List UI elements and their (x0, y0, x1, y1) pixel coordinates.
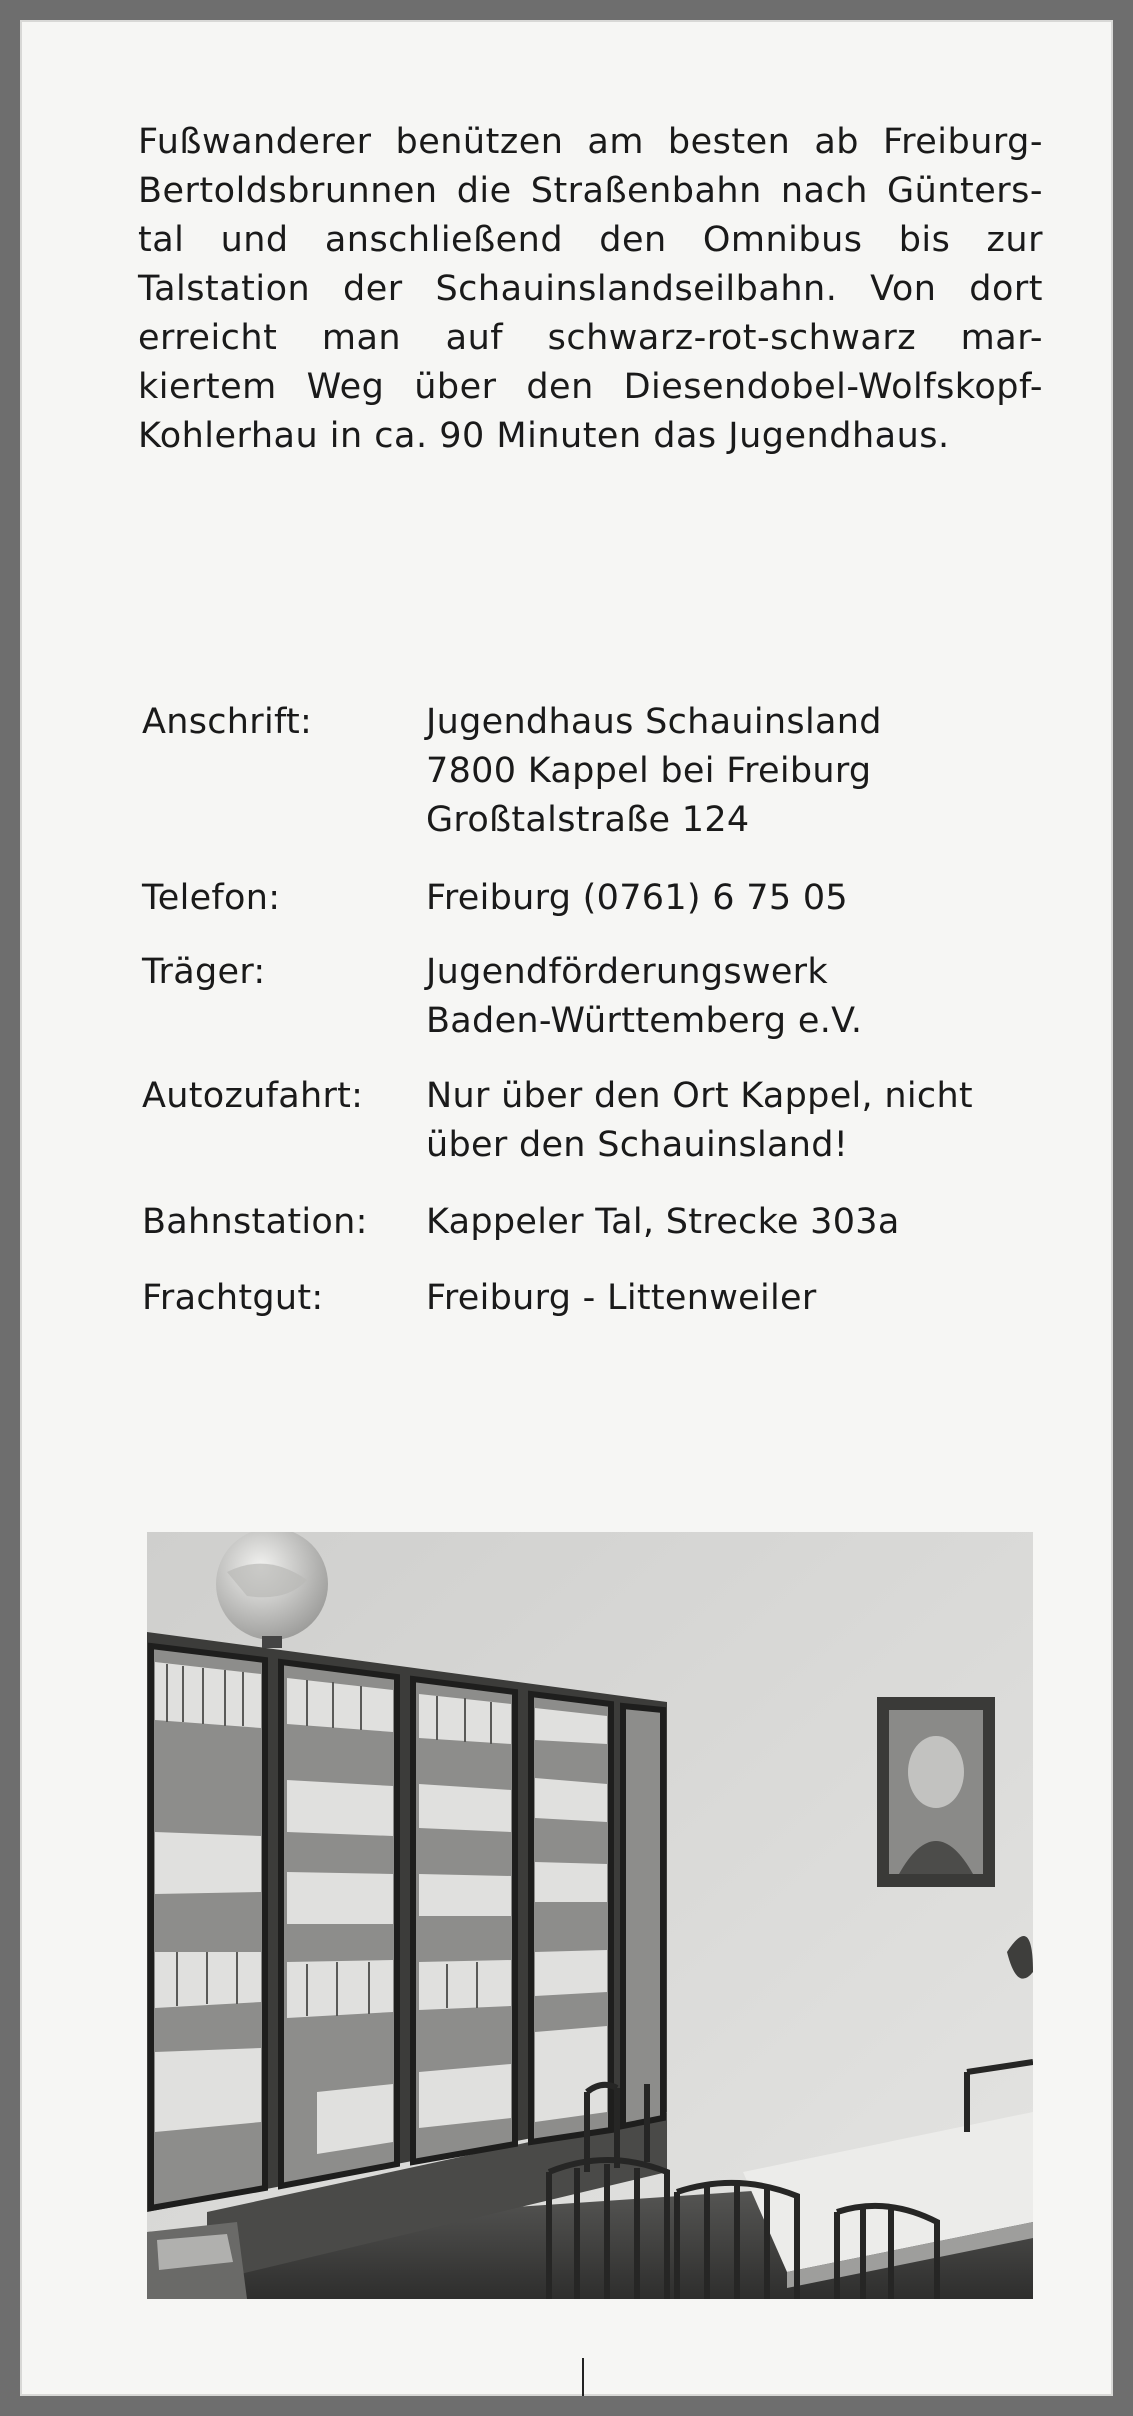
info-value (426, 1198, 900, 1247)
car-access-line: Nur über den Ort Kappel, nicht (426, 1076, 973, 1116)
intro-line: Talstation der Schauinslandseilbahn. Von dort (138, 269, 1043, 309)
car-access-line: über den Schauinsland! (426, 1125, 849, 1165)
intro-line: kiertem Weg über den Diesendobel-Wolfskopf- (138, 367, 1043, 407)
sponsor-line: Jugendförderungswerk (426, 952, 828, 992)
intro-paragraph (138, 118, 1043, 461)
intro-line: Bertoldsbrunnen die Straßenbahn nach Günters- (138, 171, 1043, 211)
sponsor-line: Baden-Württemberg e.V. (426, 1001, 863, 1041)
info-label: Telefon: (142, 878, 281, 918)
info-label: Träger: (142, 952, 266, 992)
info-value (426, 1072, 973, 1170)
phone-number: Freiburg (0761) 6 75 05 (426, 878, 848, 918)
info-value (426, 1274, 817, 1323)
address-line: Großtalstraße 124 (426, 800, 750, 840)
library-room-image (147, 1532, 1033, 2299)
train-station: Kappeler Tal, Strecke 303a (426, 1202, 900, 1242)
library-room-photo (147, 1532, 1033, 2299)
address-line: Jugendhaus Schauinsland (426, 702, 882, 742)
freight-station: Freiburg - Littenweiler (426, 1278, 817, 1318)
intro-line: tal und anschließend den Omnibus bis zur (138, 220, 1043, 260)
intro-line: Kohlerhau in ca. 90 Minuten das Jugendhaus. (138, 416, 950, 456)
document-page (20, 20, 1113, 2396)
info-value (426, 698, 882, 845)
info-label: Autozufahrt: (142, 1076, 364, 1116)
info-value (426, 948, 862, 1046)
intro-line: Fußwanderer benützen am besten ab Freiburg- (138, 122, 1043, 162)
info-label: Bahnstation: (142, 1202, 368, 1242)
intro-line: erreicht man auf schwarz-rot-schwarz mar- (138, 318, 1043, 358)
info-value (426, 874, 848, 923)
info-label: Frachtgut: (142, 1278, 324, 1318)
address-line: 7800 Kappel bei Freiburg (426, 751, 872, 791)
fold-mark (582, 2358, 584, 2396)
info-label: Anschrift: (142, 702, 313, 742)
